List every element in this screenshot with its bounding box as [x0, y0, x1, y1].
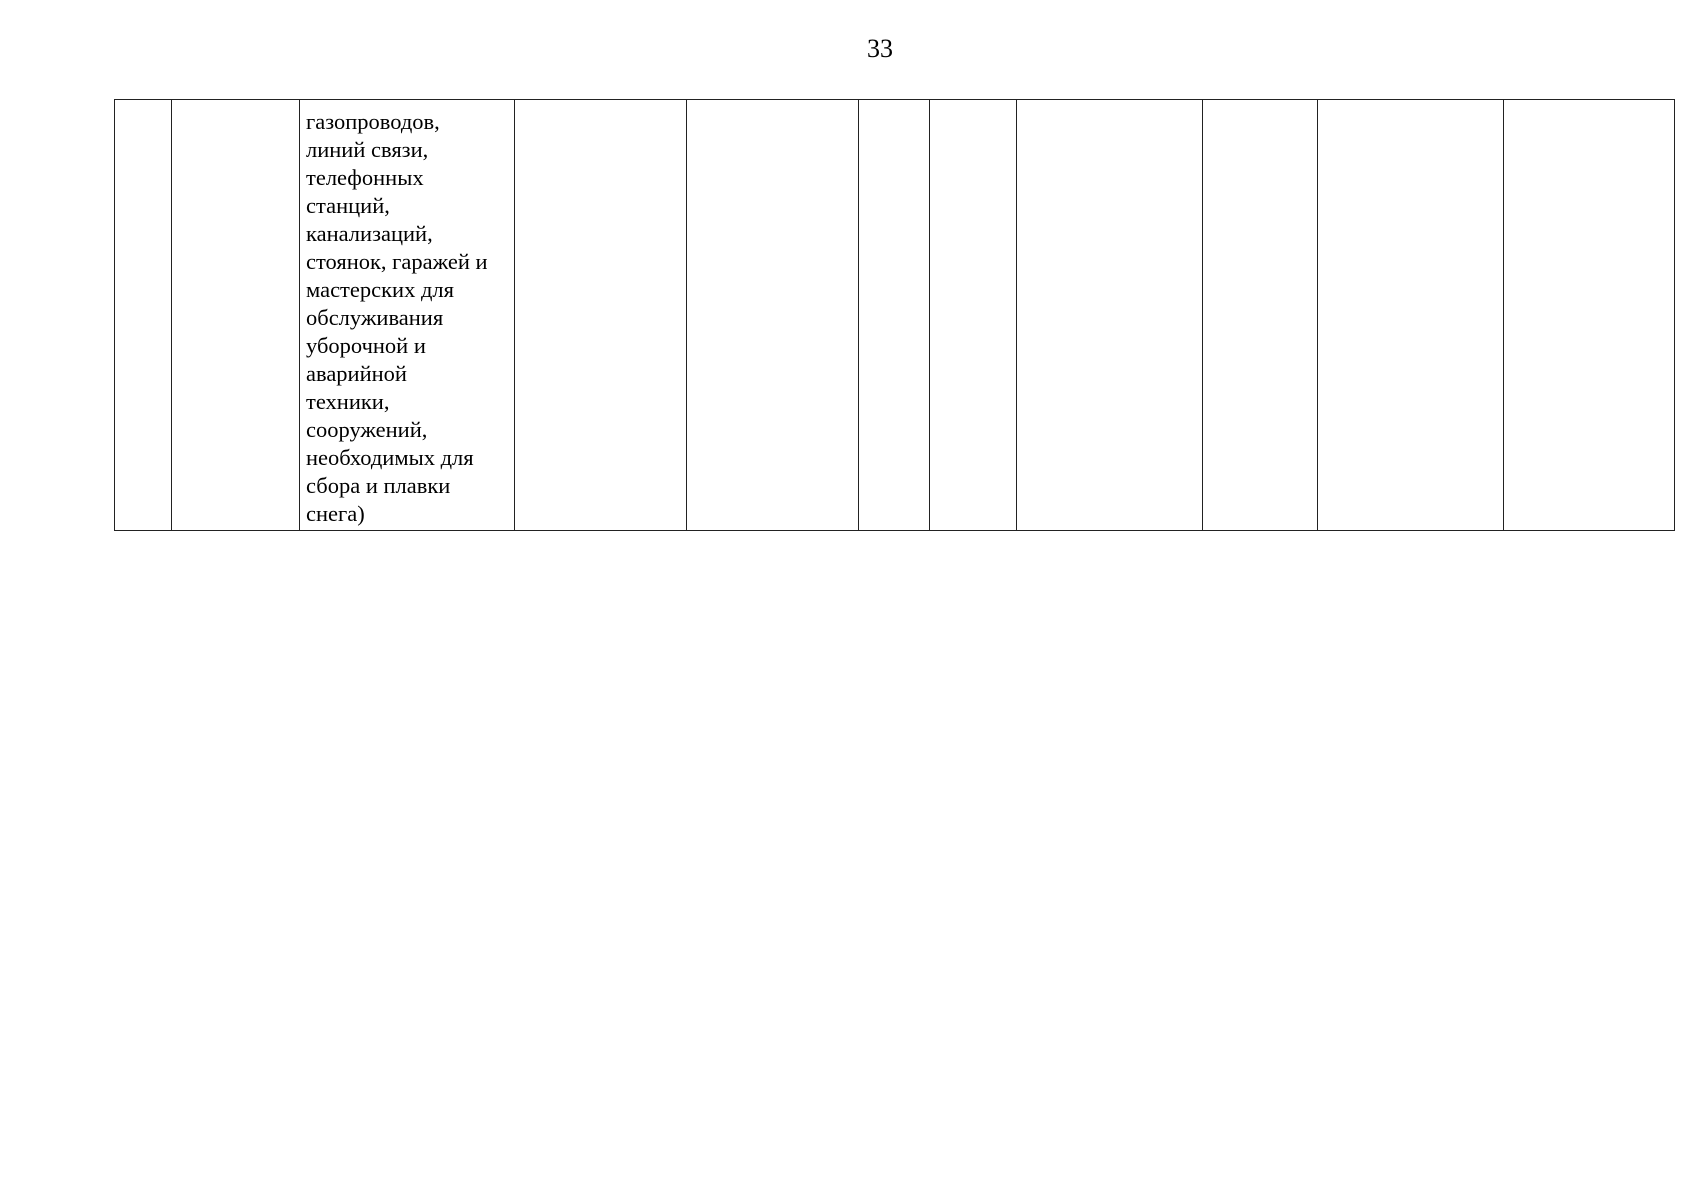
table-cell [1504, 100, 1675, 531]
table-cell [1203, 100, 1318, 531]
table-cell [687, 100, 859, 531]
table-cell [172, 100, 300, 531]
table-row [115, 100, 1675, 531]
table-cell [1017, 100, 1203, 531]
table-cell [115, 100, 172, 531]
table-cell [515, 100, 687, 531]
table-cell [1318, 100, 1504, 531]
table-cell [930, 100, 1017, 531]
page-number: 33 [867, 34, 893, 63]
table-cell [859, 100, 930, 531]
document-table [114, 99, 1675, 531]
table-cell: газопроводов, линий связи, телефонных станций, канализаций, стоянок, гаражей и мастерских для обслуживания уборочной и аварийной техники, сооружений, необходимых для сбора и плавки снега) [300, 100, 515, 531]
